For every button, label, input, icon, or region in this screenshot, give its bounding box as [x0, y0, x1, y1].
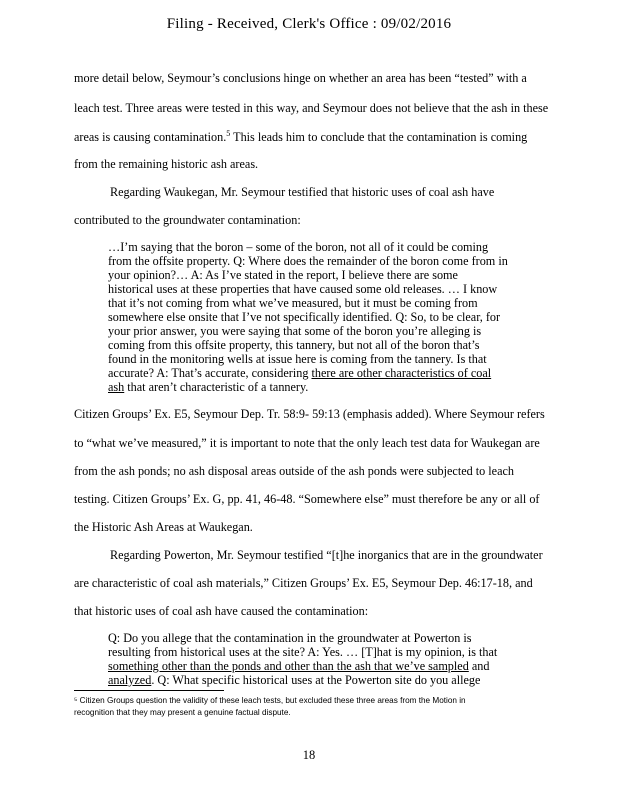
quote-line: …I’m saying that the boron – some of the boron, not all of it could be coming: [108, 240, 489, 254]
body-text: This leads him to conclude that the contamination is coming: [230, 130, 528, 145]
quote-line: historical uses at these properties that have caused some old releases. … I know: [108, 282, 498, 296]
emphasis-underline: something other than the ponds and other than the ash that we’ve sampled: [108, 659, 469, 673]
body-line: Citizen Groups’ Ex. E5, Seymour Dep. Tr. 58:9- 59:13 (emphasis added). Where Seymour refers: [74, 407, 545, 421]
quote-text: that aren’t characteristic of a tannery.: [124, 380, 309, 394]
quote-line: somewhere else onsite that I’ve not specifically identified. Q: So, to be clear, for: [108, 310, 501, 324]
emphasis-underline: analyzed: [108, 673, 152, 687]
quote-text: and: [468, 659, 490, 673]
filing-header: Filing - Received, Clerk's Office : 09/02/2016: [166, 16, 452, 32]
body-line: contributed to the groundwater contamination:: [74, 213, 301, 227]
footnote-separator: [74, 690, 224, 691]
body-line: [74, 129, 527, 145]
body-line: leach test. Three areas were tested in this way, and Seymour does not believe that the ash in these: [74, 101, 549, 115]
quote-line: Q: Do you allege that the contamination in the groundwater at Powerton is: [108, 631, 472, 645]
quote-line: [108, 659, 489, 673]
quote-line: that it’s not coming from what we’ve measured, but it must be coming from: [108, 296, 478, 310]
body-line: more detail below, Seymour’s conclusions hinge on whether an area has been “tested” with a: [74, 71, 527, 85]
quote-text: . Q: What specific historical uses at the Powerton site do you allege: [151, 673, 481, 687]
emphasis-underline: ash: [108, 380, 125, 394]
quote-line: coming from this offsite property, this tannery, but not all of the boron that’s: [108, 338, 480, 352]
quote-line: [108, 380, 308, 394]
body-line: from the remaining historic ash areas.: [74, 157, 259, 171]
body-text: areas is causing contamination.: [74, 130, 227, 145]
footnote-marker: 5: [226, 129, 231, 138]
page-number: 18: [302, 748, 316, 762]
quote-line: resulting from historical uses at the site? A: Yes. … [T]hat is my opinion, is that: [108, 645, 498, 659]
body-line: Regarding Waukegan, Mr. Seymour testified that historic uses of coal ash have: [110, 185, 495, 199]
quote-line: [108, 673, 480, 687]
footnote-line: ⁵ Citizen Groups question the validity of these leach tests, but excluded these three areas from the Motion in: [74, 696, 466, 705]
body-line: testing. Citizen Groups’ Ex. G, pp. 41, 46-48. “Somewhere else” must therefore be any or all of: [74, 492, 540, 506]
quote-line: [108, 366, 491, 380]
body-line: the Historic Ash Areas at Waukegan.: [74, 520, 253, 534]
quote-line: found in the monitoring wells at issue here is coming from the tannery. Is that: [108, 352, 487, 366]
footnote-line: recognition that they may present a genuine factual dispute.: [74, 708, 291, 717]
body-line: to “what we’ve measured,” it is important to note that the only leach test data for Waukegan are: [74, 436, 540, 450]
emphasis-underline: there are other characteristics of coal: [311, 366, 492, 380]
body-line: Regarding Powerton, Mr. Seymour testified “[t]he inorganics that are in the groundwater: [110, 548, 543, 562]
quote-line: your opinion?… A: As I’ve stated in the report, I believe there are some: [108, 268, 458, 282]
quote-line: from the offsite property. Q: Where does the remainder of the boron come from in: [108, 254, 508, 268]
quote-text: accurate? A: That’s accurate, considering: [108, 366, 312, 380]
body-line: from the ash ponds; no ash disposal areas outside of the ash ponds were subjected to leach: [74, 464, 514, 478]
quote-line: your prior answer, you were saying that some of the boron you’re alleging is: [108, 324, 482, 338]
body-line: are characteristic of coal ash materials,” Citizen Groups’ Ex. E5, Seymour Dep. 46:17-18, and: [74, 576, 533, 590]
body-line: that historic uses of coal ash have caused the contamination:: [74, 604, 369, 618]
